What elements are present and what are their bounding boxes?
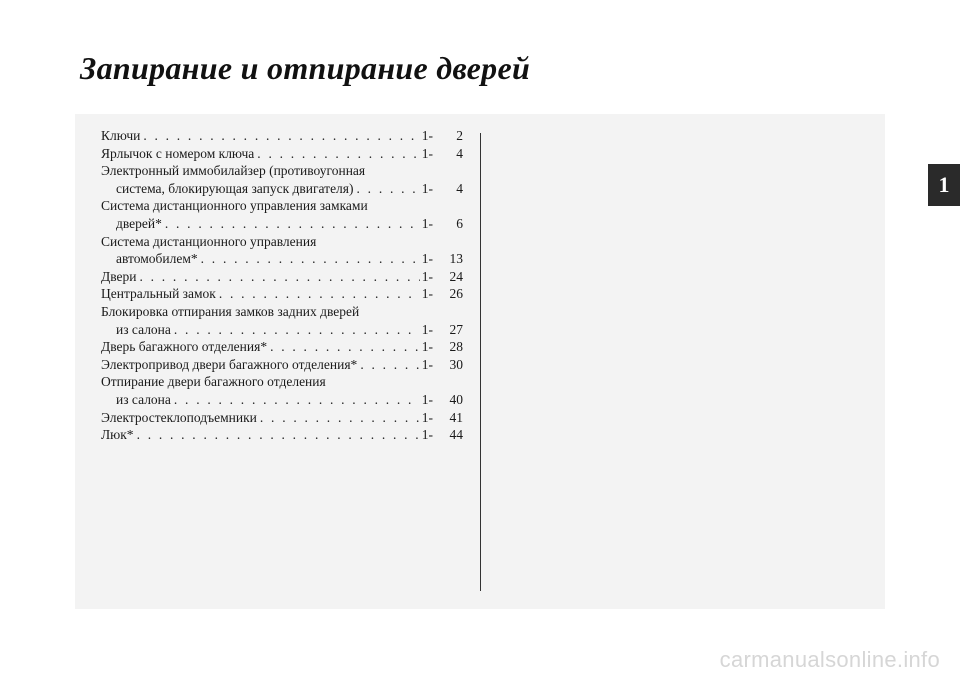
dot-leader [257,145,419,163]
toc-line [101,426,463,444]
toc-line [101,127,463,145]
toc-entry-title: автомобилем* [116,251,198,267]
toc-chapter: 1- [421,321,433,337]
toc-chapter: 1- [421,391,433,407]
toc-chapter: 1- [421,215,433,231]
toc-line [101,162,463,180]
toc-entry-title: Люк* [101,427,134,443]
toc-entry-title: Блокировка отпирания замков задних дверей [101,303,360,319]
toc-entry-title: Ключи [101,128,141,143]
toc-entry-title: Система дистанционного управления замками [101,198,368,214]
toc-line [101,215,463,233]
toc-entry-title: Центральный замок [101,286,216,302]
toc-chapter: 1- [421,356,433,372]
toc-entry[interactable] [101,426,463,444]
toc-entry[interactable] [101,233,463,268]
column-divider [480,133,481,591]
toc-line [101,391,463,409]
page-title: Запирание и отпирание дверей [80,50,531,86]
toc-line [101,409,463,427]
toc-page-number: 28 [449,339,463,355]
dot-leader [201,250,420,268]
toc-line [101,197,463,215]
toc-page-number: 13 [449,251,463,267]
toc-entry[interactable] [101,197,463,232]
dot-leader [360,356,419,374]
toc-line [101,356,463,374]
toc-page-number: 26 [449,286,463,302]
toc-chapter: 1- [421,268,433,284]
toc-entry-title: Электропривод двери багажного отделения* [101,356,358,372]
toc-chapter: 1- [421,251,433,267]
chapter-tab: 1 [928,164,960,206]
toc-line [101,180,463,198]
toc-entry[interactable] [101,145,463,163]
toc-line [101,268,463,286]
toc-line [101,233,463,251]
toc-chapter: 1- [421,145,433,161]
dot-leader [174,391,420,409]
toc-entry[interactable] [101,409,463,427]
toc-line [101,145,463,163]
toc-line [101,373,463,391]
toc-line [101,303,463,321]
toc-page-number: 4 [456,180,463,196]
toc-chapter: 1- [421,409,433,425]
toc-line [101,285,463,303]
toc-page-number: 44 [449,427,463,443]
toc-page-number: 2 [456,128,463,143]
toc-entry-title: Двери [101,268,137,284]
toc-entry-title: Система дистанционного управления [101,233,317,249]
dot-leader [270,338,420,356]
toc-entry[interactable] [101,268,463,286]
dot-leader [139,268,419,286]
toc-entry-title: из салона [116,391,171,407]
toc-page-number: 40 [449,391,463,407]
toc-entry[interactable] [101,338,463,356]
toc-entry[interactable] [101,285,463,303]
toc-chapter: 1- [421,339,433,355]
toc-chapter: 1- [421,427,433,443]
dot-leader [137,426,420,444]
toc-entry-title: система, блокирующая запуск двигателя) [116,180,354,196]
dot-leader [357,180,420,198]
dot-leader [143,127,419,145]
toc-entry[interactable] [101,356,463,374]
toc-page-number: 27 [449,321,463,337]
toc-entry-title: Электростеклоподъемники [101,409,257,425]
toc-chapter: 1- [421,128,433,143]
toc-line [101,321,463,339]
toc-entry[interactable] [101,162,463,197]
toc-entry-title: дверей* [116,215,162,231]
toc-page-number: 30 [449,356,463,372]
toc-page-number: 24 [449,268,463,284]
toc-page-number: 41 [449,409,463,425]
watermark: carmanualsonline.info [719,647,940,672]
toc-entry-title: Электронный иммобилайзер (противоугонная [101,163,366,179]
toc-page-number: 4 [456,145,463,161]
toc-entry-title: из салона [116,321,171,337]
toc-chapter: 1- [421,180,433,196]
toc-entry-title: Дверь багажного отделения* [101,339,268,355]
dot-leader [174,321,420,339]
toc-entry[interactable] [101,303,463,338]
toc-entry-title: Отпирание двери багажного отделения [101,374,326,390]
toc-page-number: 6 [456,215,463,231]
toc-line [101,250,463,268]
toc-entry[interactable] [101,127,463,145]
toc-entry[interactable] [101,373,463,408]
dot-leader [165,215,420,233]
table-of-contents [101,127,463,444]
toc-chapter: 1- [421,286,433,302]
dot-leader [260,409,420,427]
toc-entry-title: Ярлычок с номером ключа [101,145,255,161]
toc-line [101,338,463,356]
dot-leader [219,285,420,303]
